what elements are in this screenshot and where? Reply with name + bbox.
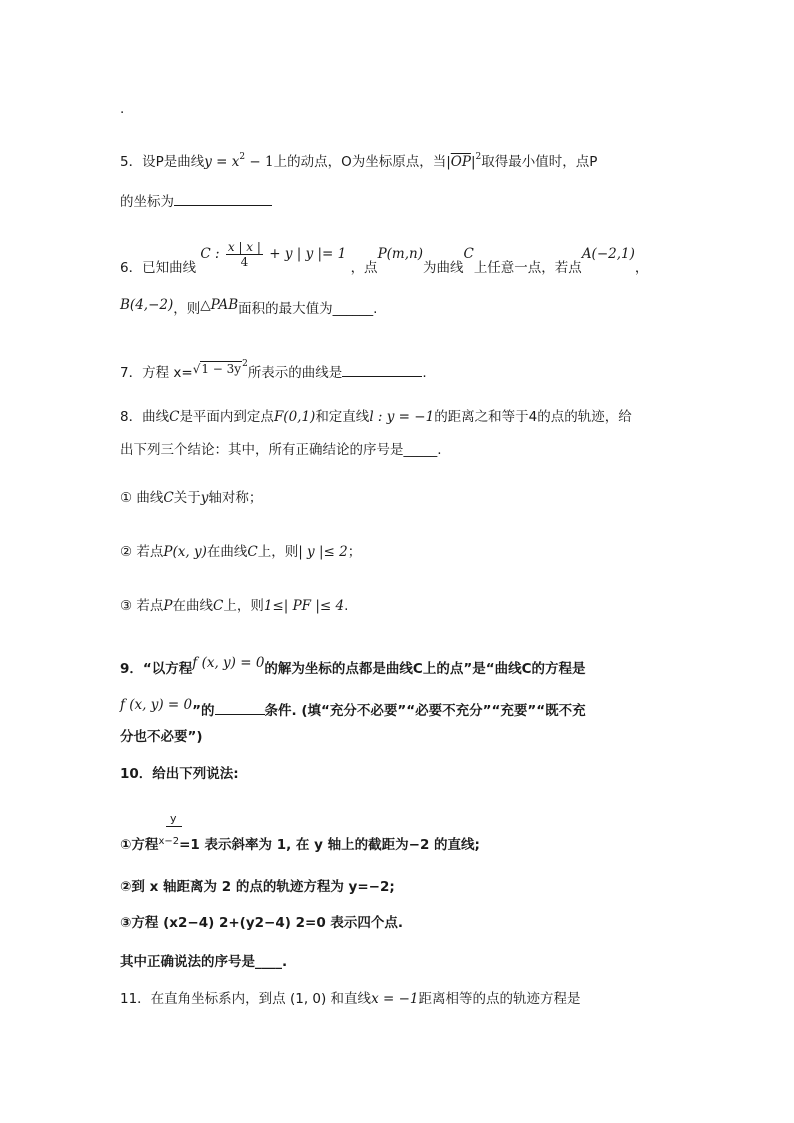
q6-c-rest: + y | y |= 1 [269, 246, 347, 262]
q5-exp2: 2 [475, 152, 482, 162]
q8-i2-ineq: | y |≤ 2 [298, 544, 348, 560]
q7-radical: $√1 - 3y^2$ [192, 359, 248, 376]
q11-line [120, 990, 580, 1008]
q6-point-a: A(−2,1) [581, 246, 635, 262]
q11-line-eq: x = −1 [371, 991, 419, 1007]
q6-text-c: 为曲线 [422, 260, 464, 276]
q9-text-b: 的解为坐标的点都是曲线C上的点”是“曲线C的方程是 [264, 661, 586, 677]
q7-text-a: 7．方程 x= [120, 365, 193, 381]
q5-line2-text: 的坐标为 [120, 194, 174, 210]
q5-vector-op: $\overline{OP}$ [450, 154, 471, 170]
q6-triangle-symbol: △ [200, 297, 211, 313]
q10-title: 10．给出下列说法: [120, 766, 239, 782]
q6-c-label: C : [200, 246, 220, 262]
q9-equation-2: f (x, y) = 0 [120, 697, 193, 713]
q8-i1-curve-c: C [163, 490, 174, 506]
q8-i1-text-c: 轴对称； [208, 490, 263, 506]
q8-text-b: 是平面内到定点 [179, 409, 274, 425]
q10-i1-numerator: y [170, 812, 177, 825]
q8-i2-text-c: 上，则 [257, 544, 299, 560]
q9-line2 [120, 697, 586, 720]
q8-i1-text-b: 关于 [173, 490, 201, 506]
q5-exp: 2 [239, 152, 246, 162]
q6-point-b: B(4,−2) [120, 297, 174, 313]
q6-text-e: ， [634, 260, 649, 276]
q8-i1-text-a: ① 曲线 [120, 490, 164, 506]
q8-text-d: 的距离之和等于4的点的轨迹，给 [434, 409, 632, 425]
q10-i1-text-a: ①方程 [120, 837, 159, 853]
q6-line1 [120, 240, 648, 280]
q7-radicand: 1 − 3y [201, 362, 242, 376]
q6-text-b: ，点 [350, 260, 378, 276]
q6-fraction [226, 240, 263, 269]
q11-text-a: 11．在直角坐标系内，到点 (1, 0) 和直线 [120, 991, 372, 1007]
q5-line1 [120, 148, 597, 171]
q9-text-l2b: ”的 [192, 703, 215, 719]
q8-i3-text-b: 在曲线 [172, 598, 213, 614]
q8-i3-end: . [344, 598, 349, 614]
q10-answer: 其中正确说法的序号是____. [120, 954, 288, 970]
q8-i3-text-a: ③ 若点 [120, 598, 164, 614]
q8-i3-point: P [163, 598, 173, 614]
q9-answer-blank[interactable] [215, 701, 265, 715]
q8-i2-text-a: ② 若点 [120, 544, 164, 560]
q8-line-l: l : y = −1 [369, 409, 435, 425]
q5-answer-blank[interactable] [174, 192, 272, 206]
q6-text-g: 面积的最大值为______. [238, 301, 378, 317]
q5-text-a: 5．设P是曲线 [120, 154, 205, 170]
q10-item2: ②到 x 轴距离为 2 的点的轨迹方程为 y=−2; [120, 879, 395, 895]
q7-end: . [422, 365, 427, 381]
q6-point-p: P(m,n) [377, 246, 423, 262]
q5-curve-eq: y = x [204, 154, 240, 170]
q8-text-a: 8．曲线 [120, 409, 170, 425]
q8-text-c: 和定直线 [315, 409, 370, 425]
q8-item1 [120, 489, 262, 507]
q8-item3 [120, 597, 348, 615]
q8-i2-text-b: 在曲线 [206, 544, 248, 560]
q8-i3-text-c: 上，则 [223, 598, 264, 614]
q8-curve-c: C [169, 409, 180, 425]
q11-text-b: 距离相等的点的轨迹方程是 [418, 991, 581, 1007]
q6-text-f: ，则 [173, 301, 201, 317]
q8-item2 [120, 543, 361, 561]
q10-i1-text-b: =1 表示斜率为 1, 在 y 轴上的截距为−2 的直线; [179, 837, 480, 853]
q8-line2: 出下列三个结论：其中，所有正确结论的序号是_____. [120, 442, 442, 458]
q6-curve-c: C [463, 246, 474, 262]
q9-text-l2c: 条件. (填“充分不必要”“必要不充分”“充要”“既不充 [264, 703, 586, 719]
q8-i1-y: y [200, 490, 209, 506]
q9-line1 [120, 655, 586, 678]
q7-text-b: 所表示的曲线是 [247, 365, 343, 381]
q6-triangle-pab: PAB [210, 297, 239, 313]
q8-point-f: F(0,1) [273, 409, 316, 425]
q6-frac-den: 4 [240, 254, 249, 269]
q5-text-b: 上的动点，O为坐标原点，当| [273, 154, 451, 170]
q8-i2-point: P(x, y) [163, 544, 207, 560]
q8-i3-ineq: 1≤| PF |≤ 4 [263, 598, 345, 614]
q10-item1 [120, 836, 480, 856]
q9-line3: 分也不必要”) [120, 729, 203, 745]
q9-equation: f (x, y) = 0 [192, 655, 265, 671]
q8-i2-curve-c: C [247, 544, 258, 560]
q5-text-d: 取得最小值时，点P [481, 154, 598, 170]
q6-text-a: 6．已知曲线 [120, 260, 197, 276]
q9-text-a: 9．“以方程 [120, 661, 193, 677]
q7-line [120, 359, 427, 382]
q5-line2 [120, 192, 272, 211]
q6-curve-equation [200, 234, 346, 274]
q5-abs: | [470, 154, 476, 170]
q8-i2-end: ； [347, 544, 362, 560]
q6-text-d: 上任意一点，若点 [473, 260, 582, 276]
q10-item3: ③方程 (x2−4) 2+(y2−4) 2=0 表示四个点. [120, 915, 404, 931]
q10-i1-frac-bar [166, 826, 182, 827]
q8-line1 [120, 408, 632, 426]
q8-i3-curve-c: C [213, 598, 224, 614]
q10-i1-denominator: x−2 [158, 836, 180, 847]
q6-frac-num: x | x | [227, 239, 261, 254]
q5-curve-eq2: − 1 [245, 154, 274, 170]
q6-line2 [120, 297, 378, 318]
q7-radicand-exp: 2 [242, 359, 248, 369]
stray-dot: . [120, 101, 125, 117]
q7-answer-blank[interactable] [342, 363, 422, 377]
